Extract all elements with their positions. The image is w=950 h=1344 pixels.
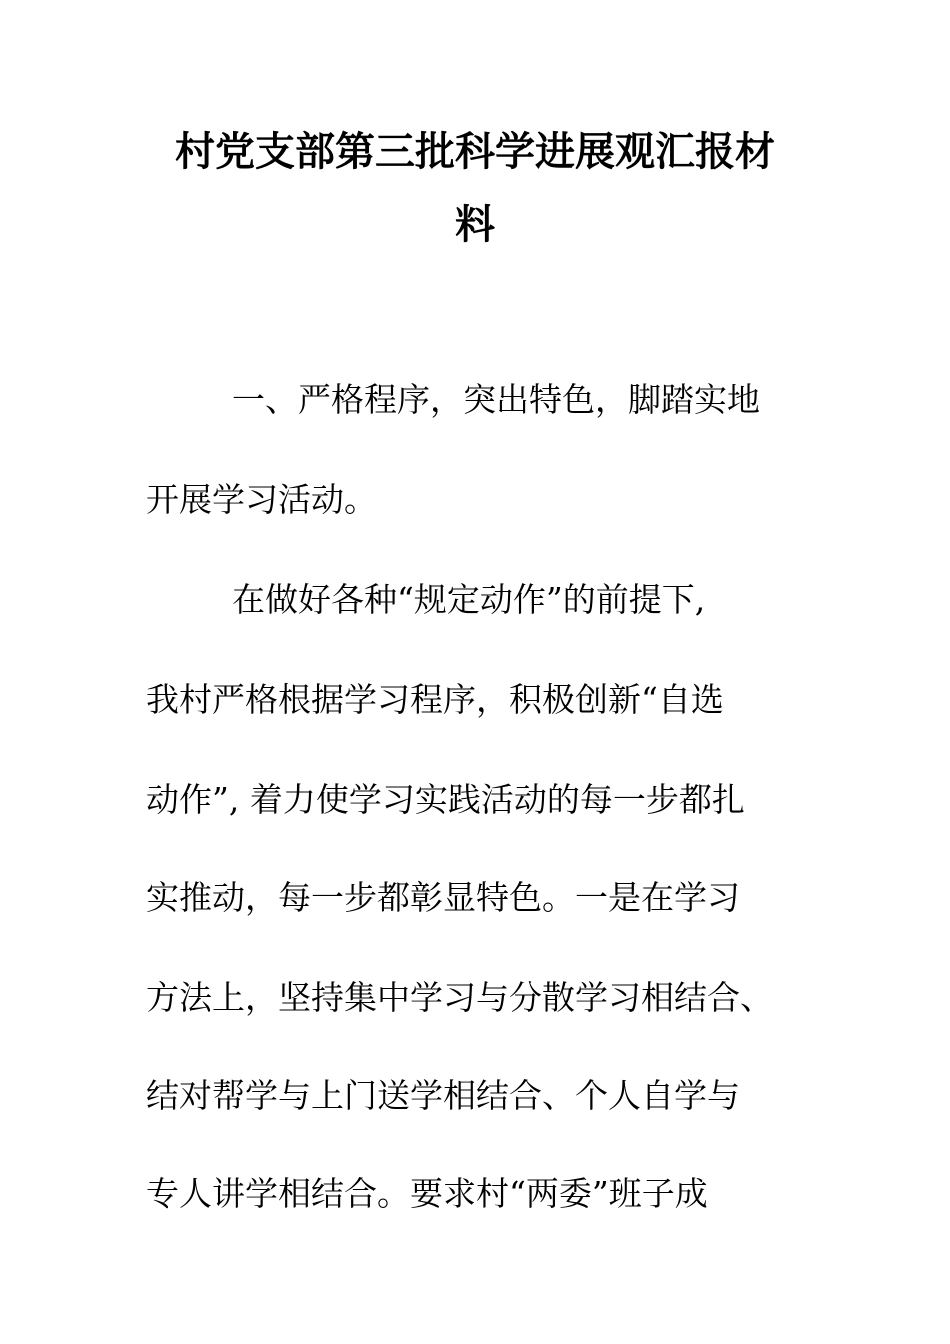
section-heading-line-1: 一、严格程序，突出特色，脚踏实地 [232,380,760,419]
paragraph-line: 我村严格根据学习程序，积极创新“自选 [146,680,724,719]
paragraph-line: 方法上，坚持集中学习与分散学习相结合、 [146,978,773,1017]
paragraph-line: 动作”, 着力使学习实践活动的每一步都扎 [146,780,745,819]
paragraph-line: 在做好各种“规定动作”的前提下, [232,580,706,619]
paragraph-line: 专人讲学相结合。要求村“两委”班子成 [146,1174,708,1213]
document-title-line-2: 料 [455,201,495,248]
section-heading-line-2: 开展学习活动。 [146,480,377,519]
paragraph-line: 实推动，每一步都彰显特色。一是在学习 [146,878,740,917]
document-title-line-1: 村党支部第三批科学进展观汇报材 [175,128,775,175]
paragraph-line: 结对帮学与上门送学相结合、个人自学与 [146,1076,740,1115]
